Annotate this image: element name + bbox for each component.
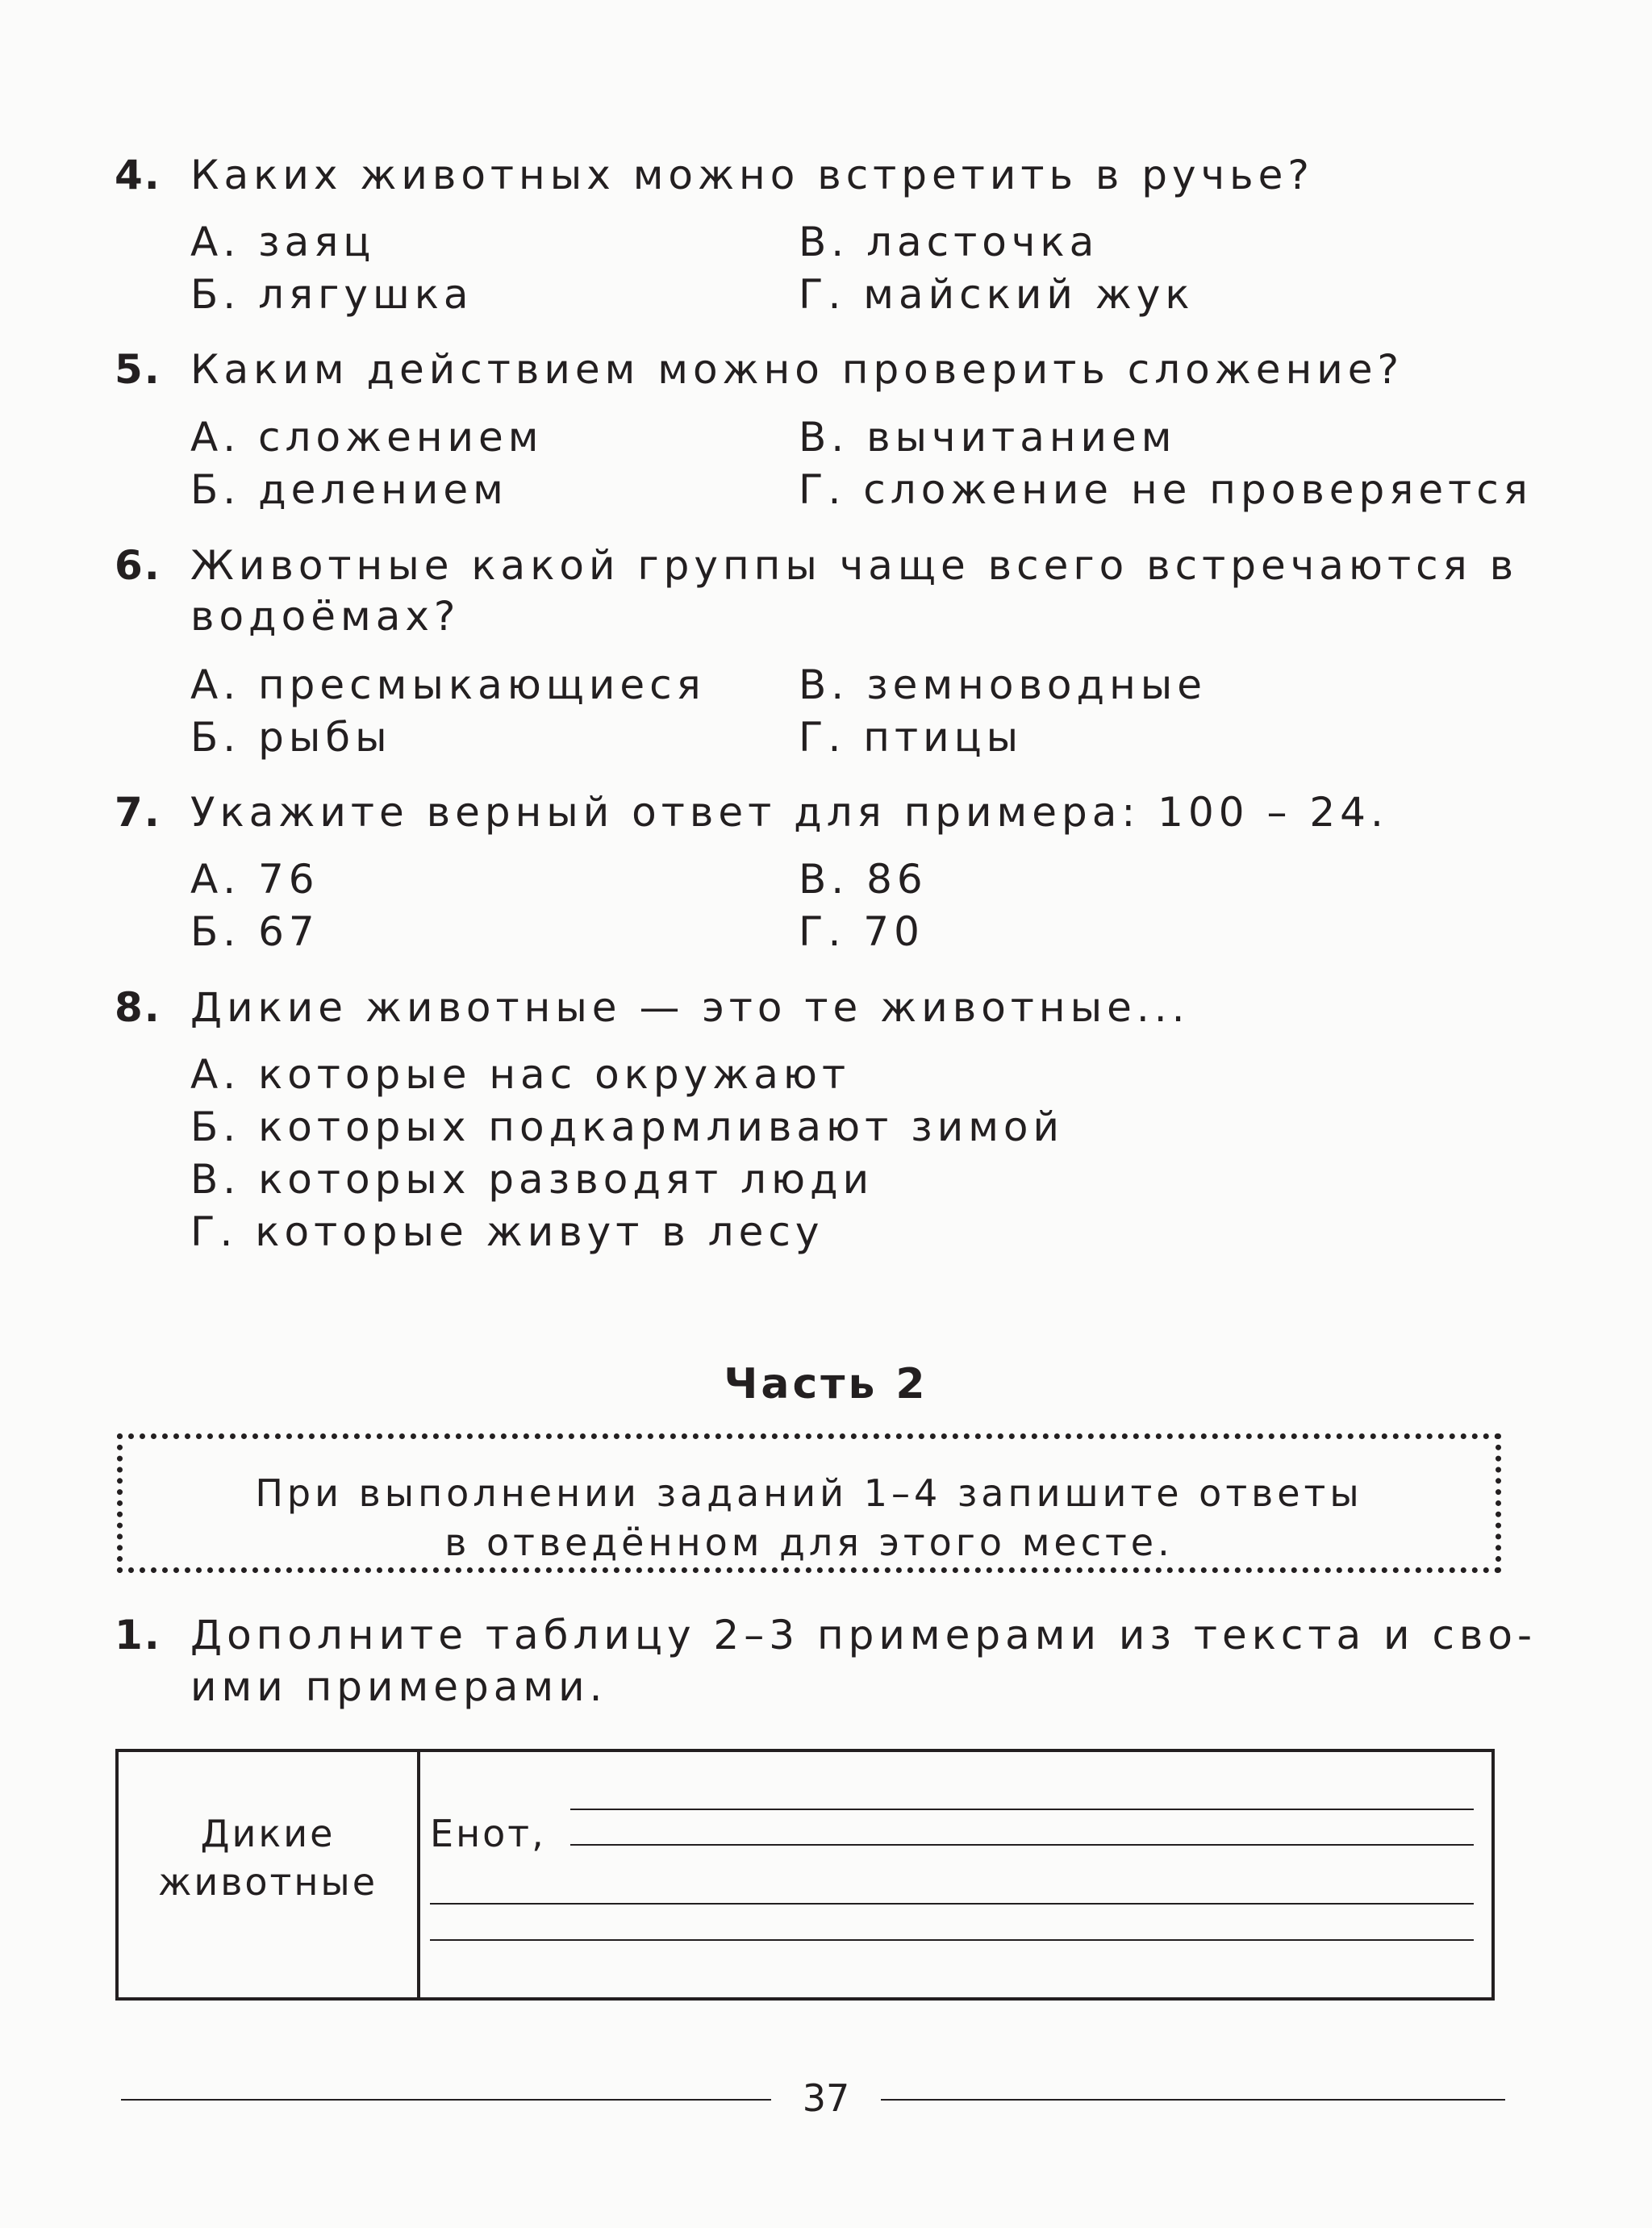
section-title: Часть 2 (724, 1360, 928, 1408)
task-text: Дополните таблицу 2–3 примерами из текста и сво- (190, 1612, 1537, 1658)
option-a[interactable]: А. которые нас окружают (190, 1051, 851, 1098)
footer-rule-right (881, 2099, 1505, 2101)
option-b[interactable]: Б. 67 (190, 908, 319, 955)
table-divider (417, 1752, 420, 1997)
answer-write-line-3[interactable] (430, 1903, 1474, 1905)
question-7 (115, 789, 1388, 836)
question-number: 5. (115, 346, 161, 393)
option-b[interactable]: Б. рыбы (190, 714, 392, 761)
option-v[interactable]: В. ласточка (799, 219, 1099, 265)
option-v[interactable]: В. вычитанием (799, 414, 1177, 461)
instruction-box (117, 1433, 1501, 1573)
answer-write-line-2[interactable] (570, 1844, 1474, 1846)
answer-write-line-4[interactable] (430, 1939, 1474, 1941)
option-v[interactable]: В. 86 (799, 856, 928, 903)
task-number: 1. (115, 1612, 161, 1658)
task-1 (115, 1612, 1537, 1658)
option-v[interactable]: В. земноводные (799, 661, 1207, 708)
row-header-line-2: животные (157, 1860, 378, 1904)
question-8 (115, 984, 1190, 1031)
question-text-continuation: водоёмах? (190, 593, 461, 640)
option-a[interactable]: А. пресмыкающиеся (190, 661, 706, 708)
question-text: Животные какой группы чаще всего встречаются в (190, 542, 1519, 589)
option-a[interactable]: А. заяц (190, 219, 376, 265)
question-number: 7. (115, 789, 161, 836)
option-g[interactable]: Г. птицы (799, 714, 1024, 761)
answer-prefill: Енот, (430, 1812, 546, 1855)
option-g[interactable]: Г. 70 (799, 908, 924, 955)
option-b[interactable]: Б. делением (190, 466, 508, 513)
question-4 (115, 152, 1314, 198)
option-v[interactable]: В. которых разводят люди (190, 1156, 874, 1203)
option-g[interactable]: Г. сложение не проверяется (799, 466, 1533, 513)
option-b[interactable]: Б. которых подкармливают зимой (190, 1104, 1065, 1150)
question-text: Каким действием можно проверить сложение? (190, 346, 1404, 393)
question-5 (115, 346, 1404, 393)
option-a[interactable]: А. сложением (190, 414, 544, 461)
instruction-line-1: При выполнении заданий 1–4 запишите ответы (255, 1471, 1363, 1515)
row-header-line-1: Дикие (200, 1812, 336, 1855)
question-text: Каких животных можно встретить в ручье? (190, 152, 1314, 198)
question-number: 4. (115, 152, 161, 198)
answer-write-line-1[interactable] (570, 1809, 1474, 1810)
answer-table (115, 1749, 1495, 2001)
instruction-line-2: в отведённом для этого месте. (444, 1521, 1174, 1564)
task-text-continuation: ими примерами. (190, 1663, 607, 1710)
option-a[interactable]: А. 76 (190, 856, 319, 903)
question-text: Дикие животные — это те животные... (190, 984, 1190, 1031)
question-number: 8. (115, 984, 161, 1031)
footer-rule-left (121, 2099, 771, 2101)
question-text: Укажите верный ответ для примера: 100 – 24. (190, 789, 1388, 836)
question-6 (115, 542, 1519, 589)
option-g[interactable]: Г. которые живут в лесу (190, 1208, 824, 1255)
option-b[interactable]: Б. лягушка (190, 271, 473, 318)
option-g[interactable]: Г. майский жук (799, 271, 1195, 318)
page-number: 37 (802, 2076, 850, 2120)
question-number: 6. (115, 542, 161, 589)
